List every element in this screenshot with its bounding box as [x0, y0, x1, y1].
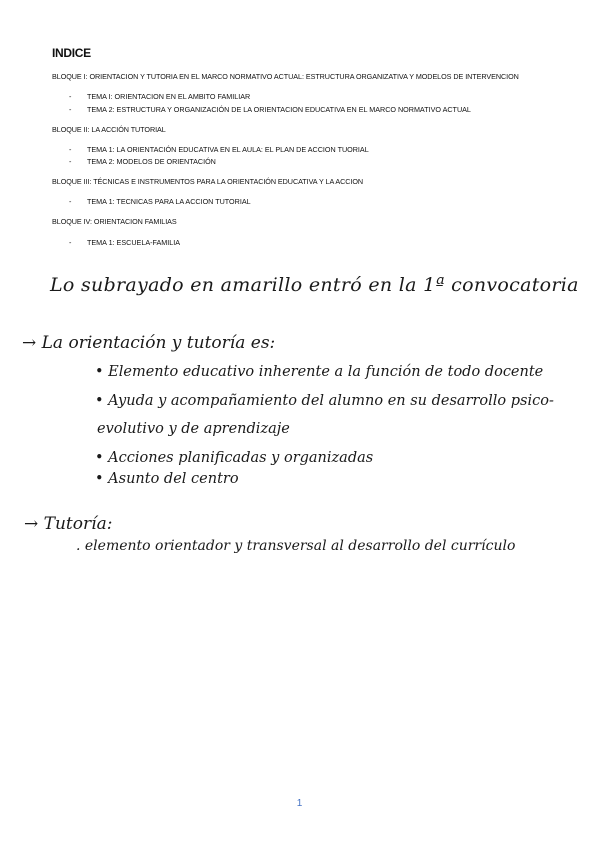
tema-item: TEMA 2: ESTRUCTURA Y ORGANIZACIÓN DE LA ORIENTACION EDUCATIVA EN EL MARCO NORMATIVO ACTUAL	[87, 105, 471, 114]
list-dash: -	[69, 157, 72, 166]
handwritten-heading-orientacion: → La orientación y tutoría es:	[22, 333, 276, 353]
list-dash: -	[69, 105, 72, 114]
handwritten-bullet: • Asunto del centro	[95, 471, 239, 487]
bloque-heading: BLOQUE I: ORIENTACION Y TUTORIA EN EL MARCO NORMATIVO ACTUAL: ESTRUCTURA ORGANIZATIVA Y MODELOS DE INTERVENCION	[52, 72, 519, 81]
handwritten-note-intro: Lo subrayado en amarillo entró en la 1ª convocatoria	[50, 274, 579, 296]
bloque-heading: BLOQUE II: LA ACCIÓN TUTORIAL	[52, 125, 166, 134]
tema-item: TEMA I: ORIENTACION EN EL AMBITO FAMILIAR	[87, 92, 251, 101]
index-title: INDICE	[52, 46, 91, 60]
handwritten-heading-tutoria: → Tutoría:	[24, 514, 113, 534]
tema-item: TEMA 1: LA ORIENTACIÓN EDUCATIVA EN EL AULA: EL PLAN DE ACCION TUORIAL	[87, 145, 369, 154]
handwritten-bullet: • Ayuda y acompañamiento del alumno en su desarrollo psico-	[95, 393, 554, 409]
tema-item: TEMA 1: ESCUELA-FAMILIA	[87, 238, 181, 247]
tema-item: TEMA 2: MODELOS DE ORIENTACIÓN	[87, 157, 216, 166]
handwritten-bullet: • Elemento educativo inherente a la función de todo docente	[95, 364, 544, 380]
list-dash: -	[69, 92, 72, 101]
handwritten-note-tutoria: . elemento orientador y transversal al desarrollo del currículo	[76, 538, 516, 554]
list-dash: -	[69, 197, 72, 206]
handwritten-bullet: • Acciones planificadas y organizadas	[95, 450, 374, 466]
page-number: 1	[296, 798, 303, 809]
bloque-heading: BLOQUE III: TÉCNICAS E INSTRUMENTOS PARA LA ORIENTACIÓN EDUCATIVA Y LA ACCION	[52, 177, 364, 186]
handwritten-bullet-continuation: evolutivo y de aprendizaje	[97, 421, 290, 437]
tema-item: TEMA 1: TECNICAS PARA LA ACCION TUTORIAL	[87, 197, 251, 206]
list-dash: -	[69, 238, 72, 247]
bloque-heading: BLOQUE IV: ORIENTACION FAMILIAS	[52, 217, 177, 226]
list-dash: -	[69, 145, 72, 154]
